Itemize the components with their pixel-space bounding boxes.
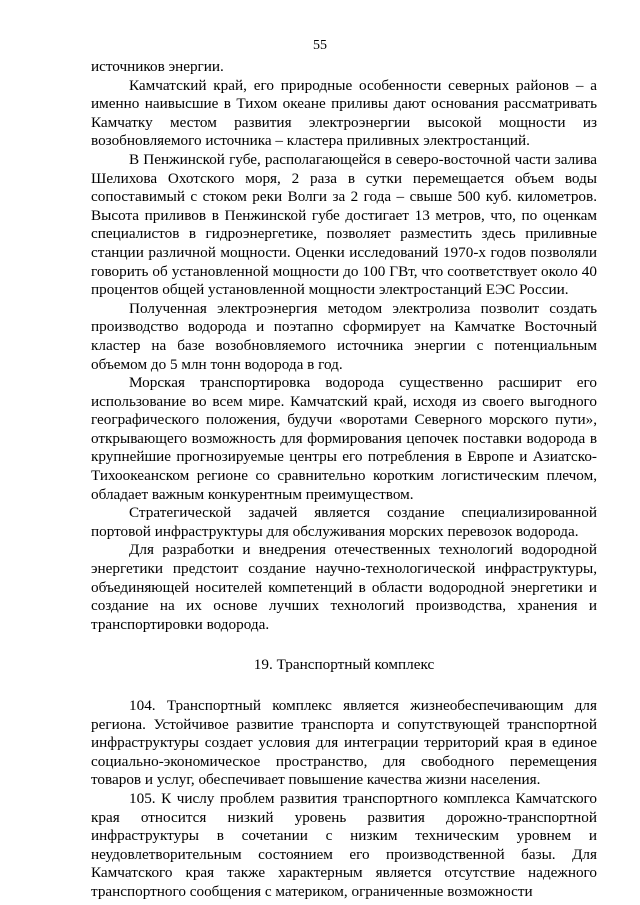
page-number: 55 xyxy=(313,38,327,53)
paragraph: 104. Транспортный комплекс является жизнеобеспечивающим для региона. Устойчивое развитие транспорта и сопутствующей транспортной инфраструктуры создает условия для интеграции территорий края в единое социально-экономическое пространство, для свободного перемещения товаров и услуг, обеспечивает повышение качества жизни населения. xyxy=(91,697,597,789)
document-body xyxy=(91,58,597,902)
paragraph: Полученная электроэнергия методом электролиза позволит создать производство водорода и поэтапно сформирует на Камчатке Восточный кластер на базе возобновляемого источника энергии с потенциальным объемом до 5 млн тонн водорода в год. xyxy=(91,299,597,373)
paragraph: Камчатский край, его природные особенности северных районов – а именно наивысшие в Тихом океане приливы дают основания рассматривать Камчатку местом развития электроэнергии высокой мощности из возобновляемого источника – кластера приливных электростанций. xyxy=(91,76,597,150)
section-heading: 19. Транспортный комплекс xyxy=(253,656,435,674)
paragraph: Для разработки и внедрения отечественных технологий водородной энергетики предстоит создание научно-технологической инфраструктуры, объединяющей носителей компетенций в области водородной энергетики и создание на их основе лучших технологий производства, хранения и транспортировки водорода. xyxy=(91,541,597,633)
paragraph: 105. К числу проблем развития транспортного комплекса Камчатского края относится низкий уровень развития дорожно-транспортной инфраструктуры в сочетании с низким техническим уровнем и неудовлетворительным состоянием его производственной базы. Для Камчатского края также характерным является отсутствие надежного транспортного сообщения с материком, ограниченные возможности xyxy=(91,789,597,900)
paragraph: Стратегической задачей является создание специализированной портовой инфраструктуры для обслуживания морских перевозок водорода. xyxy=(91,504,597,540)
paragraph: Морская транспортировка водорода существенно расширит его использование во всем мире. Камчатский край, исходя из своего выгодного географического положения, будучи «воротами Северного морского пути», открывающего возможность для формирования цепочек поставки водорода в крупнейшие прогнозируемые центры его потребления в Европе и Азиатско-Тихоокеанском регионе со сравнительно коротким логистическим плечом, обладает важным конкурентным преимуществом. xyxy=(91,374,597,503)
paragraph: В Пенжинской губе, располагающейся в северо-восточной части залива Шелихова Охотского моря, 2 раза в сутки перемещается объем воды сопоставимый с стоком реки Волги за 2 года – свыше 500 куб. километров. Высота приливов в Пенжинской губе достигает 13 метров, что, по оценкам специалистов в гидроэнергетике, позволяет разместить здесь приливные станции различной мощности. Оценки исследований 1970-х годов позволяли говорить об установленной мощности до 100 ГВт, что соответствует около 40 процентов общей установленной мощности электростанций ЕЭС России. xyxy=(91,150,597,299)
paragraph: источников энергии. xyxy=(91,58,224,75)
